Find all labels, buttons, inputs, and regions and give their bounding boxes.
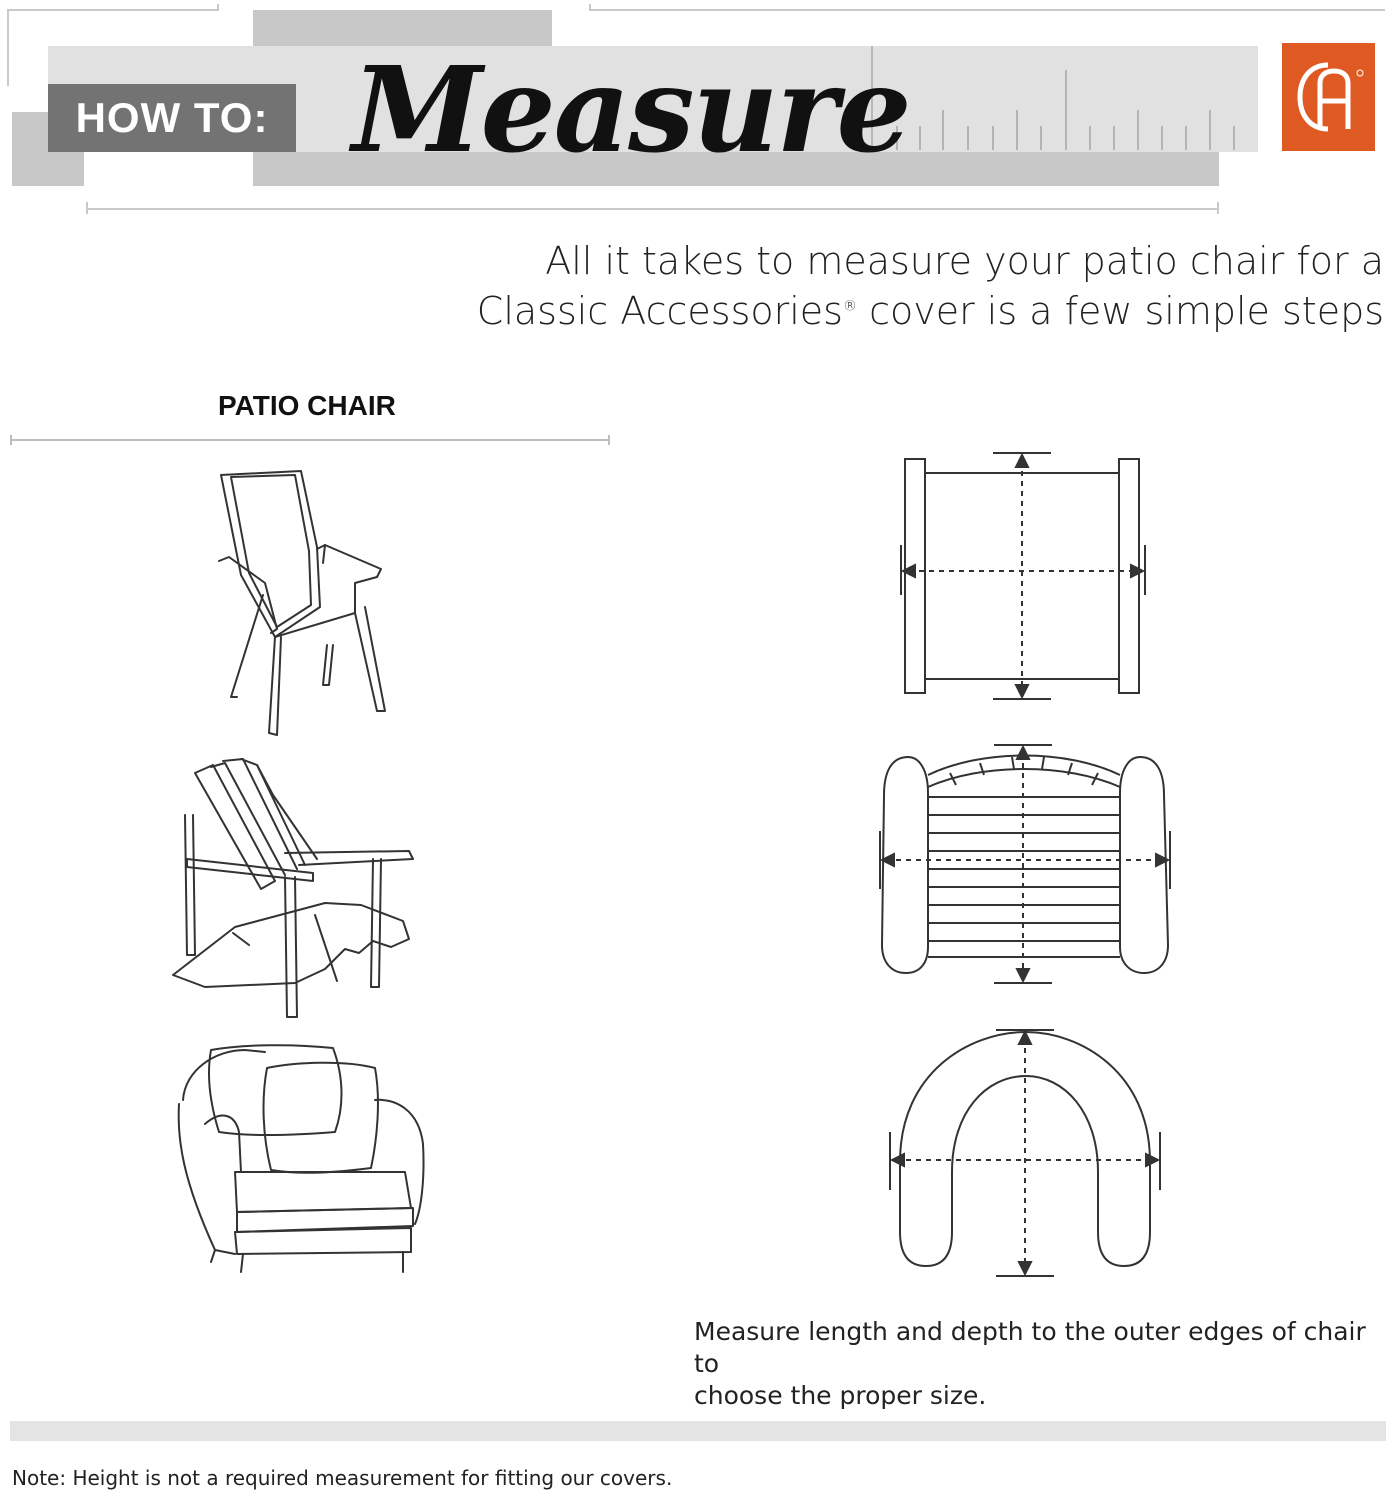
page-title: Measure [352,40,910,179]
footer-note: Note: Height is not a required measurement for fitting our covers. [12,1466,673,1490]
ca-logo-icon [1282,43,1375,151]
intro-line-1: All it takes to measure your patio chair for a [545,239,1384,283]
footer-bar [10,1421,1386,1441]
intro-text [477,236,1384,336]
club-chair-top-view [880,1022,1170,1284]
intro-line-2 [477,286,1384,336]
measure-caption [694,1316,1394,1412]
section-divider [0,430,620,450]
club-chair-icon [175,1040,430,1275]
section-title: PATIO CHAIR [218,390,396,421]
howto-label: HOW TO: [48,84,296,152]
sling-chair-icon [205,465,395,740]
caption-line-1: Measure length and depth to the outer edges of chair to [694,1317,1366,1378]
brand-logo [1282,43,1375,151]
adirondack-chair-icon [165,755,420,1025]
brand-name: Classic Accessories [476,289,843,333]
adirondack-chair-top-view [872,735,1177,990]
registered-mark: ® [842,298,857,315]
sling-chair-top-view [895,445,1155,710]
intro-line-2-rest: cover is a few simple steps [856,289,1384,333]
caption-line-2: choose the proper size. [694,1381,987,1410]
